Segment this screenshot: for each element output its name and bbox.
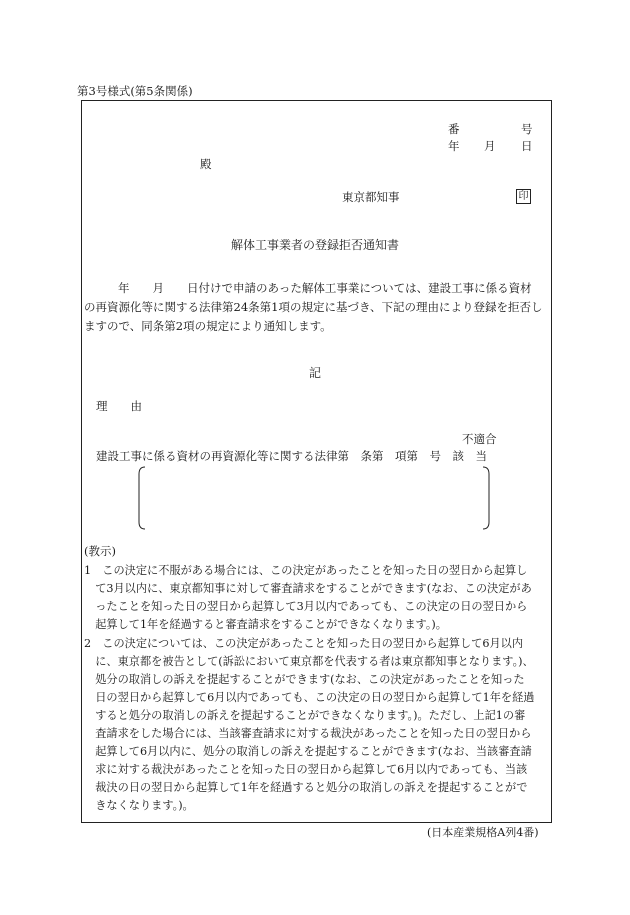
- body-line-3: ますので、同条第2項の規定により通知します。: [84, 319, 332, 333]
- month-label: 月: [484, 139, 496, 153]
- instruction-line: ったことを知った日の翌日から起算して3月以内であっても、この決定の日の翌日から: [84, 600, 528, 613]
- go-label: 号: [521, 122, 533, 136]
- instruction-line: すると処分の取消しの訴えを提起することができなくなります。)。ただし、上記1の審: [84, 709, 526, 722]
- seal-mark: 印: [516, 189, 531, 204]
- paper-size-note: (日本産業規格A列4番): [427, 826, 539, 839]
- document-title: 解体工事業者の登録拒否通知書: [230, 238, 399, 252]
- instruction-line: 裁決の日の翌日から起算して1年を経過すると処分の取消しの訴えを提起することがで: [84, 781, 528, 794]
- instruction-line: 起算して1年を経過すると審査請求をすることができなくなります。)。: [84, 618, 447, 631]
- addressee-label: 殿: [200, 157, 212, 171]
- year-label: 年: [448, 139, 460, 153]
- left-bracket: [134, 466, 146, 530]
- form-number-label: 第3号様式(第5条関係): [77, 84, 193, 98]
- instruction-line: 日の翌日から起算して6月以内であっても、この決定の日の翌日から起算して1年を経過: [84, 691, 535, 704]
- right-bracket: [482, 466, 494, 530]
- body-line-1: 年 月 日付けで申請のあった解体工事業については、建設工事に係る資材: [118, 281, 532, 295]
- body-line-2: の再資源化等に関する法律第24条第1項の規定に基づき、下記の理由により登録を拒否し: [84, 300, 543, 314]
- reason-label: 理 由: [96, 399, 142, 413]
- day-label: 日: [521, 139, 533, 153]
- instruction-line: 1 この決定に不服がある場合には、この決定があったことを知った日の翌日から起算し: [84, 564, 528, 577]
- instruction-line: 起算して6月以内に、処分の取消しの訴えを提起することができます(なお、当該審査請: [84, 745, 532, 758]
- issuer-name: 東京都知事: [342, 190, 400, 204]
- law-reference-line: 建設工事に係る資材の再資源化等に関する法律第 条第 項第 号 該 当: [96, 449, 487, 463]
- instruction-line: に、東京都を被告として(訴訟において東京都を代表する者は東京都知事となります。)、: [84, 655, 534, 668]
- instruction-line: 査請求をした場合には、当該審査請求に対する裁決があったことを知った日の翌日から: [84, 727, 532, 740]
- instruction-heading: (教示): [84, 544, 116, 558]
- instruction-line: 求に対する裁決があったことを知った日の翌日から起算して6月以内であっても、当該: [84, 763, 528, 776]
- instruction-line: 処分の取消しの訴えを提起することができます(なお、この決定があったことを知った: [84, 673, 525, 686]
- ki-heading: 記: [308, 366, 321, 380]
- nonconformity-label: 不適合: [462, 432, 497, 446]
- number-label: 番: [448, 122, 460, 136]
- instruction-line: 2 この決定については、この決定があったことを知った日の翌日から起算して6月以内: [84, 637, 524, 650]
- instruction-line: きなくなります。)。: [84, 799, 194, 812]
- instruction-line: て3月以内に、東京都知事に対して審査請求をすることができます(なお、この決定があ: [84, 582, 532, 595]
